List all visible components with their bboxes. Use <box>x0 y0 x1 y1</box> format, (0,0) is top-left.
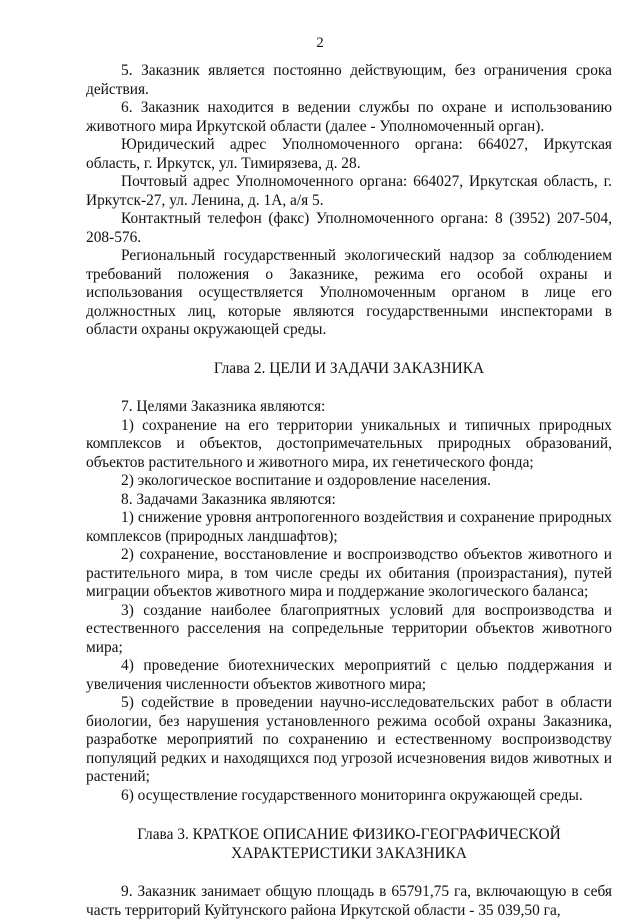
list-item-task-1: 1) снижение уровня антропогенного воздействия и сохранение природных комплексов (природных ландшафтов); <box>86 509 612 545</box>
chapter-3-heading-line-1: Глава 3. КРАТКОЕ ОПИСАНИЕ ФИЗИКО-ГЕОГРАФИЧЕСКОЙ <box>137 826 561 843</box>
list-item-goal-1: 1) сохранение на его территории уникальных и типичных природных комплексов и объектов, достопримечательных природных образований, объектов растительного и животного мира, их генетического фонда; <box>86 416 612 471</box>
list-item-task-2: 2) сохранение, восстановление и воспроизводство объектов животного и растительного мира, в том числе среды их обитания (произрастания), путей миграции объектов животного мира и поддержание экологического баланса; <box>86 546 612 600</box>
page-number: 2 <box>316 35 324 51</box>
chapter-3-heading <box>86 825 612 863</box>
document-body <box>86 62 612 920</box>
list-item-goal-2: 2) экологическое воспитание и оздоровление населения. <box>121 472 491 489</box>
chapter-3-heading-line-2: ХАРАКТЕРИСТИКИ ЗАКАЗНИКА <box>231 845 467 862</box>
list-item-task-4: 4) проведение биотехнических мероприятий с целью поддержания и увеличения численности объектов животного мира; <box>86 657 612 693</box>
paragraph-article-7: 7. Целями Заказника являются: <box>121 398 326 415</box>
paragraph-article-6: 6. Заказник находится в ведении службы по охране и использованию животного мира Иркутской области (далее - Уполномоченный орган). <box>86 99 612 135</box>
chapter-2-heading: Глава 2. ЦЕЛИ И ЗАДАЧИ ЗАКАЗНИКА <box>213 359 485 377</box>
paragraph-legal-address: Юридический адрес Уполномоченного органа: 664027, Иркутская область, г. Иркутск, ул. Тимирязева, д. 28. <box>86 136 612 172</box>
paragraph-article-8: 8. Задачами Заказника являются: <box>121 490 336 508</box>
list-item-task-6: 6) осуществление государственного мониторинга окружающей среды. <box>121 786 583 804</box>
paragraph-postal-address: Почтовый адрес Уполномоченного органа: 664027, Иркутская область, г. Иркутск-27, ул. Ленина, д. 1А, а/я 5. <box>86 173 612 209</box>
list-item-task-5: 5) содействие в проведении научно-исследовательских работ в области биологии, без нарушения установленного режима особой охраны Заказника, разработке мероприятий по сохранению и естественному воспроизводству популяций редких и находящихся под угрозой исчезновения видов животных и растений; <box>86 694 612 785</box>
paragraph-supervision: Региональный государственный экологический надзор за соблюдением требований положения о Заказнике, режима его особой охраны и использования осуществляется Уполномоченным органом в лице его должностных лиц, которые являются государственными инспекторами в области охраны окружающей среды. <box>86 247 612 338</box>
paragraph-article-9: 9. Заказник занимает общую площадь в 65791,75 га, включающую в себя часть территорий Куйтунского района Иркутской области - 35 039,50 га, <box>86 883 612 919</box>
paragraph-article-5: 5. Заказник является постоянно действующим, без ограничения срока действия. <box>86 62 612 98</box>
list-item-task-3: 3) создание наиболее благоприятных условий для воспроизводства и естественного расселения на сопредельные территории объектов животного мира; <box>86 601 612 656</box>
paragraph-contact-phone: Контактный телефон (факс) Уполномоченного органа: 8 (3952) 207-504, 208-576. <box>86 210 612 246</box>
